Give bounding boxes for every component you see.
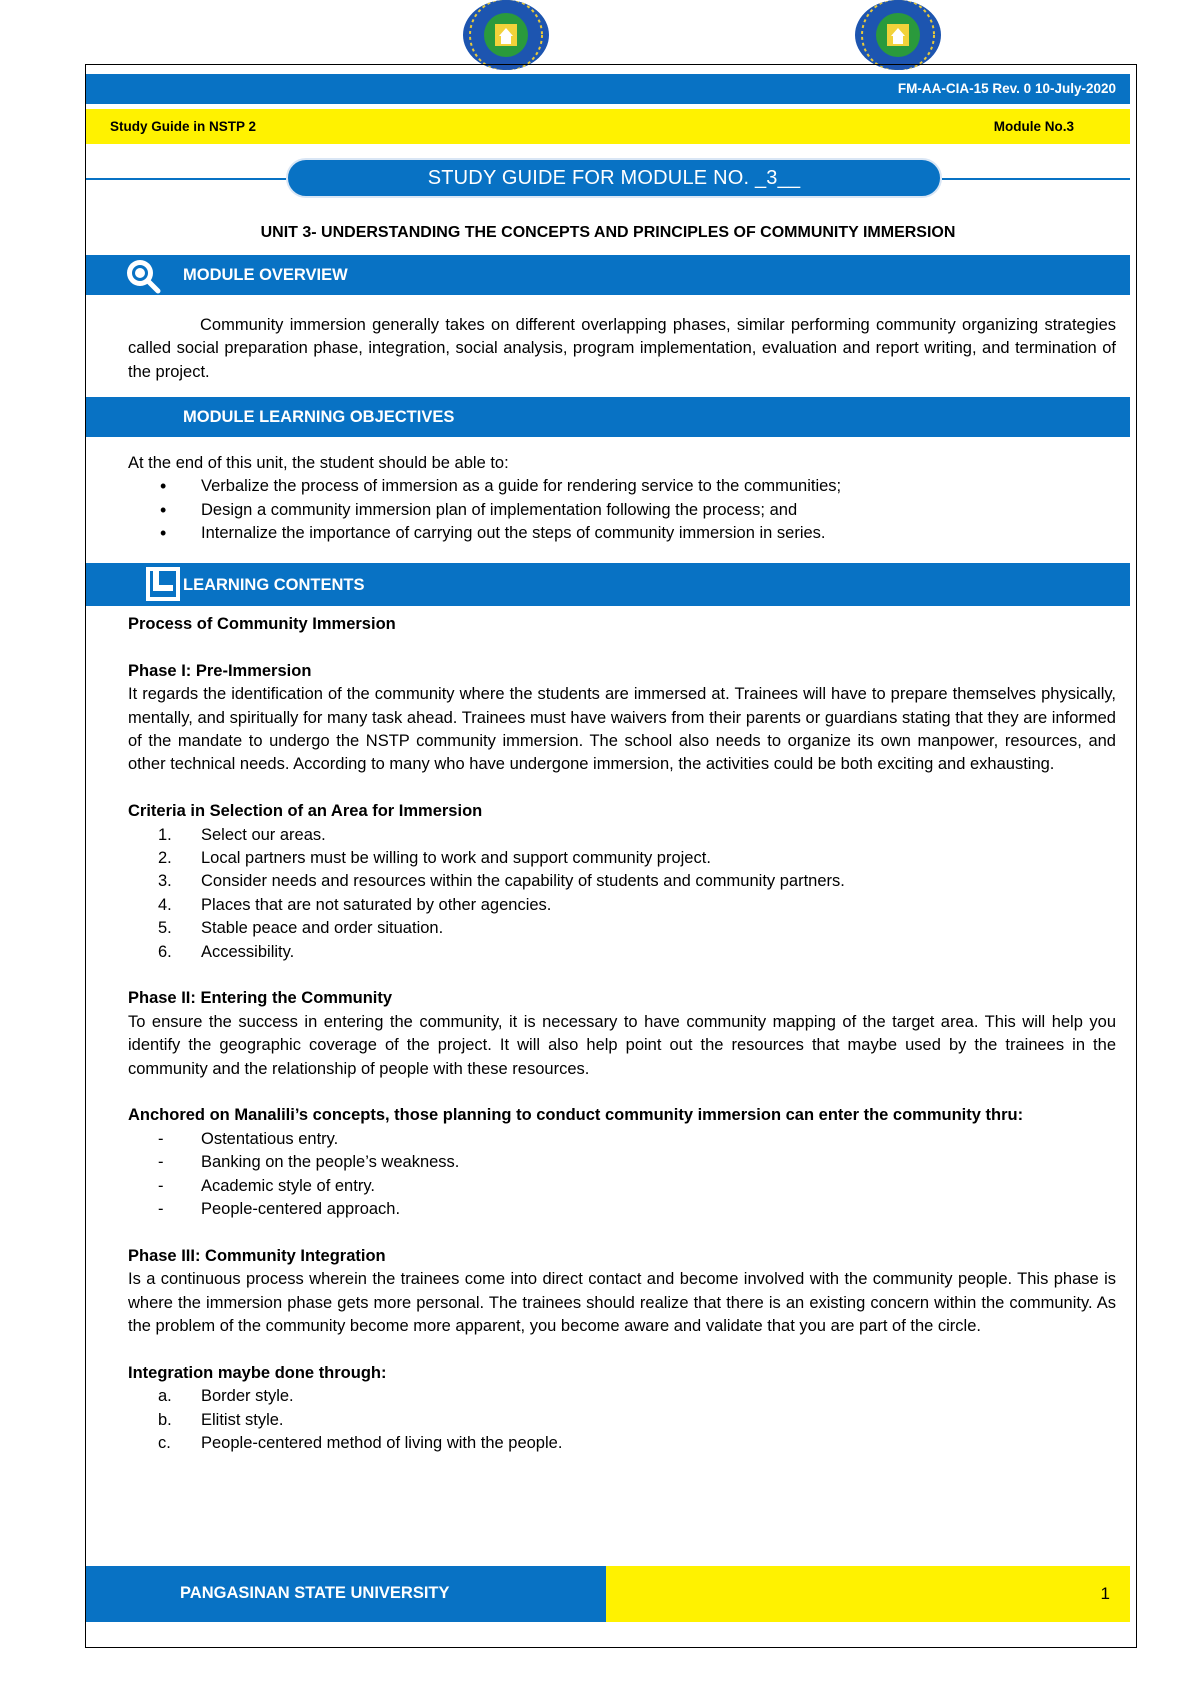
module-number: Module No.3: [993, 119, 1074, 134]
overview-text: Community immersion generally takes on different overlapping phases, similar performing community organizing strategies called social preparation phase, integration, social analysis, program implementation, evaluation and report writing, and termination of the project.: [128, 316, 1116, 381]
learning-contents-body: [128, 613, 1116, 1456]
list-item: b. Elitist style.: [158, 1410, 284, 1429]
objective-item: • Verbalize the process of immersion as a guide for rendering service to the communities;: [160, 476, 842, 497]
list-item: 5. Stable peace and order situation.: [158, 919, 444, 938]
integration-list: [128, 1385, 1116, 1455]
objectives-block: [128, 452, 1116, 546]
anchored-title: Anchored on Manalili’s concepts, those planning to conduct community immersion can enter the community thru:: [128, 1106, 1024, 1125]
list-item: 2. Local partners must be willing to work and support community project.: [158, 849, 711, 868]
phase3-title: Phase III: Community Integration: [128, 1246, 386, 1265]
phase3-text: Is a continuous process wherein the trainees come into direct contact and become involved with the community people. This phase is where the immersion phase gets more personal. The trainees should realize that there is an existing concern within the community. As the problem of the community become more apparent, you become aware and validate that you are part of the circle.: [128, 1270, 1116, 1336]
learning-objectives-heading: MODULE LEARNING OBJECTIVES: [183, 408, 455, 426]
guide-name: Study Guide in NSTP 2: [110, 119, 257, 134]
seal-icon: [855, 0, 941, 70]
list-item: - Academic style of entry.: [158, 1176, 375, 1195]
learning-contents-bar: [86, 563, 1130, 606]
learning-contents-heading: LEARNING CONTENTS: [183, 576, 365, 594]
module-overview-bar: [86, 255, 1130, 295]
objectives-intro: At the end of this unit, the student should be able to:: [128, 454, 509, 472]
form-code-bar: [86, 74, 1130, 104]
university-seal-right: [855, 0, 941, 70]
form-code: FM-AA-CIA-15 Rev. 0 10-July-2020: [897, 81, 1116, 96]
objective-item: • Internalize the importance of carrying out the steps of community immersion in series.: [160, 523, 826, 544]
footer-page-bar: [606, 1566, 1130, 1622]
list-item: 4. Places that are not saturated by other agencies.: [158, 895, 552, 914]
list-item: 3. Consider needs and resources within the capability of students and community partners.: [158, 872, 845, 891]
phase2-text: To ensure the success in entering the community, it is necessary to have community mapping of the target area. This will help you identify the geographic coverage of the project. It will also help point out the resources that maybe used by the trainees in the community and the relationship of people with these resources.: [128, 1012, 1116, 1078]
study-guide-title: STUDY GUIDE FOR MODULE NO. _3__: [286, 158, 942, 198]
entry-list: [128, 1128, 1116, 1222]
guide-info-bar: [86, 109, 1130, 144]
unit-title: UNIT 3- UNDERSTANDING THE CONCEPTS AND PRINCIPLES OF COMMUNITY IMMERSION: [260, 224, 956, 241]
phase2-title: Phase II: Entering the Community: [128, 989, 393, 1008]
list-item: c. People-centered method of living with the people.: [158, 1434, 563, 1453]
phase1-title: Phase I: Pre-Immersion: [128, 661, 312, 680]
learning-contents-icon: [144, 565, 182, 603]
integration-title: Integration maybe done through:: [128, 1363, 387, 1382]
title-rule-left: [86, 178, 286, 180]
list-item: 6. Accessibility.: [158, 942, 295, 961]
list-item: - Ostentatious entry.: [158, 1129, 339, 1148]
objective-item: • Design a community immersion plan of implementation following the process; and: [160, 499, 798, 520]
title-rule-right: [942, 178, 1130, 180]
university-name: PANGASINAN STATE UNIVERSITY: [180, 1584, 450, 1602]
list-item: - People-centered approach.: [158, 1200, 401, 1219]
criteria-title: Criteria in Selection of an Area for Immersion: [128, 802, 483, 821]
seal-icon: [463, 0, 549, 70]
list-item: - Banking on the people’s weakness.: [158, 1153, 460, 1172]
objectives-list: [128, 475, 1116, 545]
module-overview-heading: MODULE OVERVIEW: [183, 266, 348, 284]
phase1-text: It regards the identification of the community where the students are immersed at. Trainees will have to prepare themselves physically, mentally, and spiritually for many task ahead. Trainees must have waivers from their parents or guardians stating that they are informed of the mandate to undergo the NSTP community immersion. The school also needs to organize its own manpower, resources, and other technical needs. According to many who have undergone immersion, the activities could be both exciting and exhausting.: [128, 685, 1116, 774]
learning-objectives-bar: [86, 397, 1130, 437]
page-number: 1: [1100, 1584, 1110, 1603]
footer-university-bar: [86, 1566, 606, 1622]
magnifier-icon: [124, 257, 164, 297]
criteria-list: [128, 824, 1116, 964]
list-item: 1. Select our areas.: [158, 825, 326, 844]
university-seal-left: [463, 0, 549, 70]
list-item: a. Border style.: [158, 1387, 294, 1406]
process-title: Process of Community Immersion: [128, 615, 396, 633]
